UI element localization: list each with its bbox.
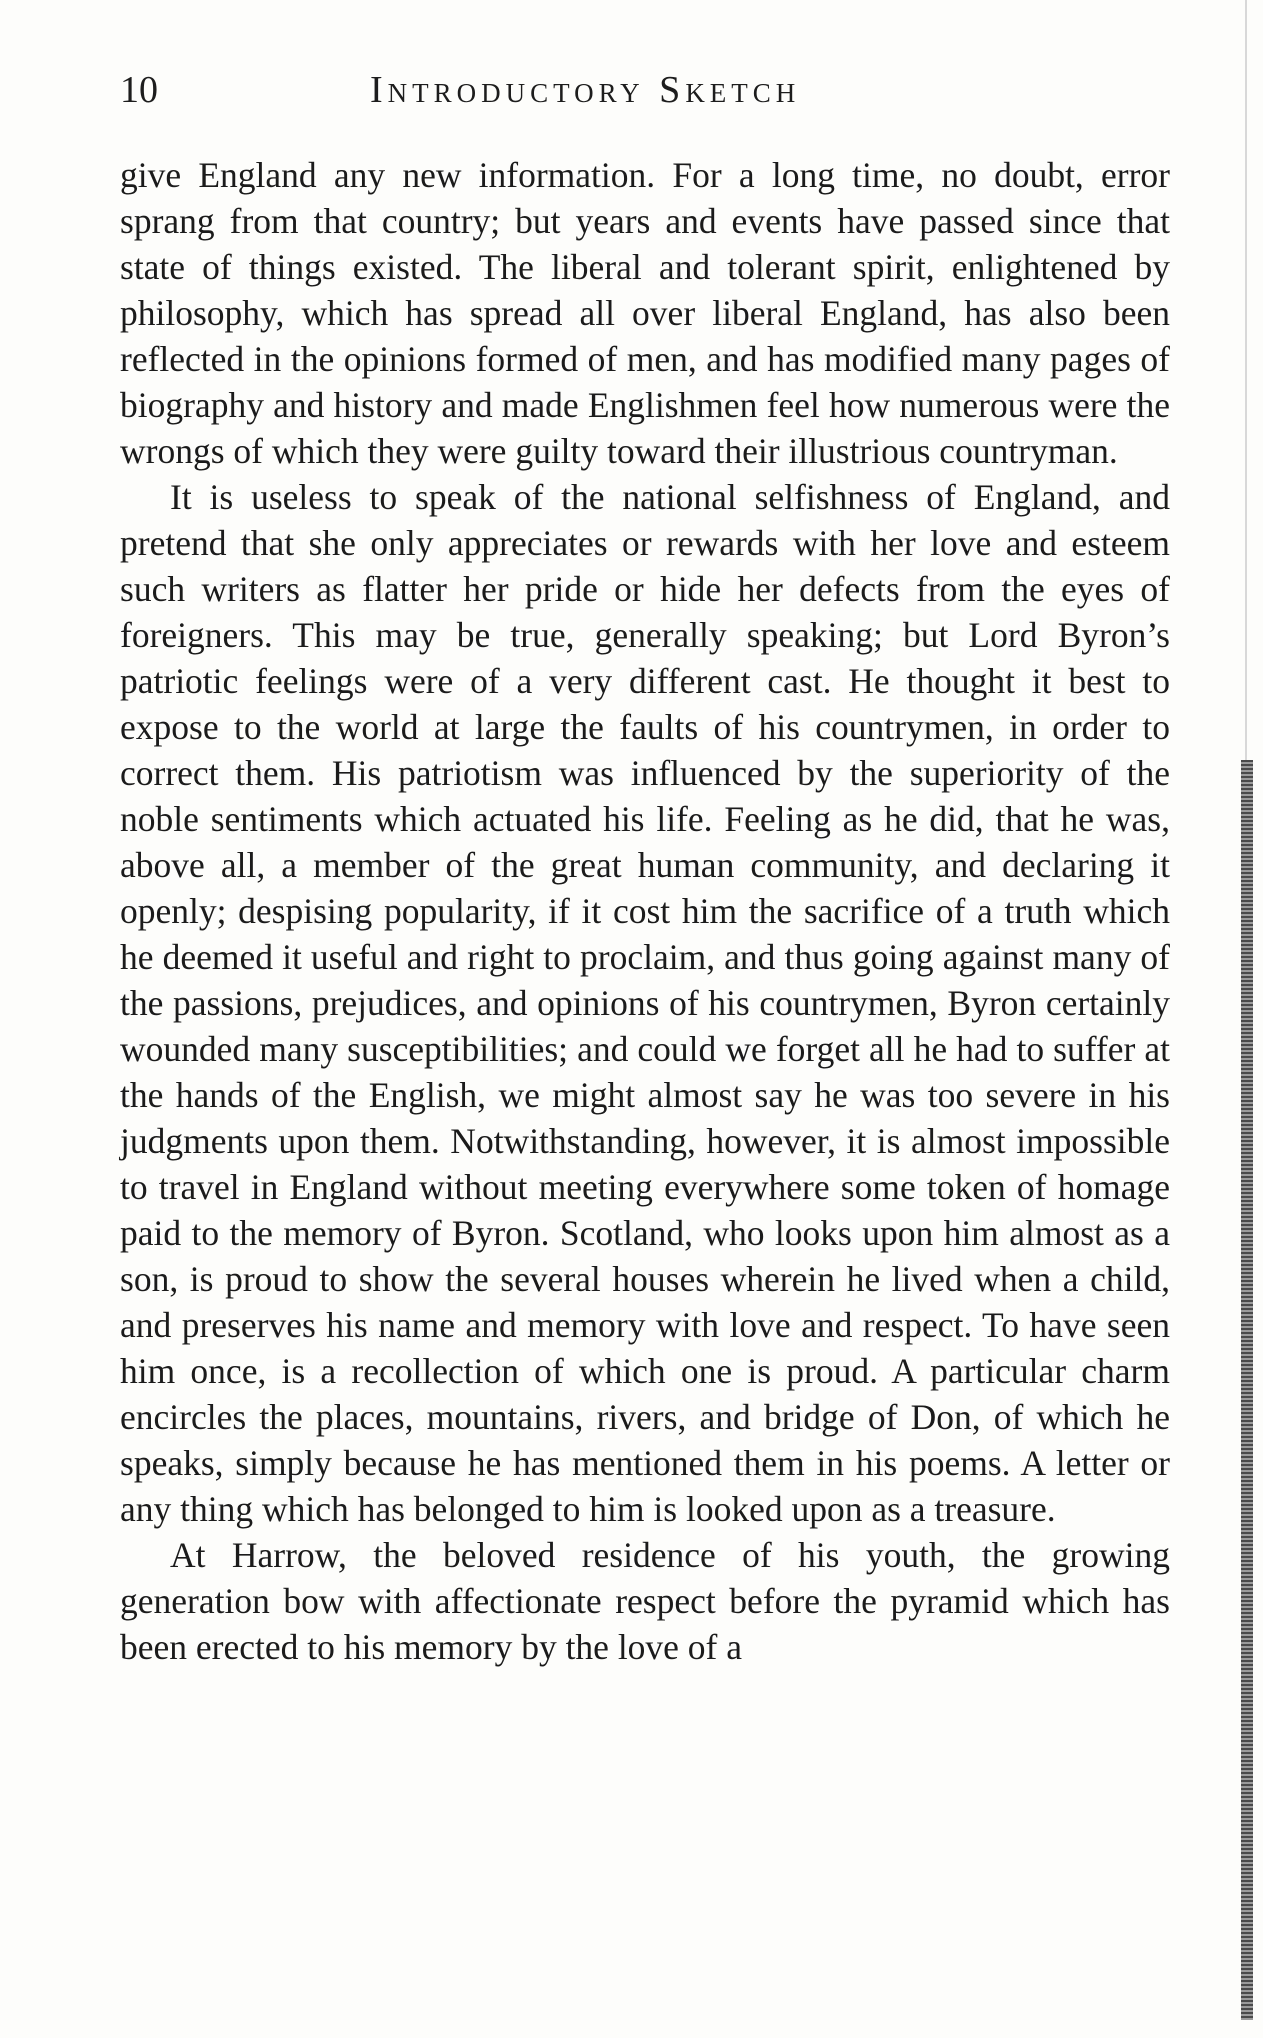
binding-faint-line (1245, 0, 1247, 760)
paragraph: At Harrow, the beloved residence of his youth, the growing generation bow with affectionate respect before the pyramid which has been erected to his memory by the love of a (120, 1535, 1170, 1667)
paragraph: It is useless to speak of the national selfishness of England, and pretend that she only appreciates or rewards with her love and esteem such writers as flatter her pride or hide her defects from the eyes of foreigners. This may be true, generally speaking; but Lord Byron’s patriotic feelings were of a very different cast. He thought it best to expose to the world at large the faults of his countrymen, in order to correct them. His patriotism was influenced by the superiority of the noble sentiments which actuated his life. Feeling as he did, that he was, above all, a member of the great human community, and declaring it openly; despising popularity, if it cost him the sacrifice of a truth which he deemed it useful and right to proclaim, and thus going against many of the passions, prejudices, and opinions of his countrymen, Byron certainly wounded many susceptibilities; and could we forget all he had to suffer at the hands of the English, we might almost say he was too severe in his judgments upon them. Notwithstanding, however, it is almost impossible to travel in England without meeting everywhere some token of homage paid to the memory of Byron. Scotland, who looks upon him almost as a son, is proud to show the several houses wherein he lived when a child, and preserves his name and memory with love and respect. To have seen him once, is a recollection of which one is proud. A particular charm encircles the places, mountains, rivers, and bridge of Don, of which he speaks, simply because he has mentioned them in his poems. A letter or any thing which has belonged to him is looked upon as a treasure. (120, 477, 1170, 1529)
running-title: Introductory Sketch (370, 69, 801, 111)
paragraph-continued: give England any new information. For a long time, no doubt, error sprang from that country; but years and events have passed since that state of things existed. The liberal and tolerant spirit, enlightened by philosophy, which has spread all over liberal England, has also been reflected in the opinions formed of men, and has modified many pages of biography and history and made Englishmen feel how numerous were the wrongs of which they were guilty toward their illustrious countryman. (120, 155, 1170, 471)
page-binding-edge (1223, 0, 1263, 2038)
page-number: 10 (120, 69, 158, 111)
body-text (120, 152, 1170, 1670)
binding-shadow (1241, 760, 1253, 2020)
page-header (120, 68, 1170, 128)
